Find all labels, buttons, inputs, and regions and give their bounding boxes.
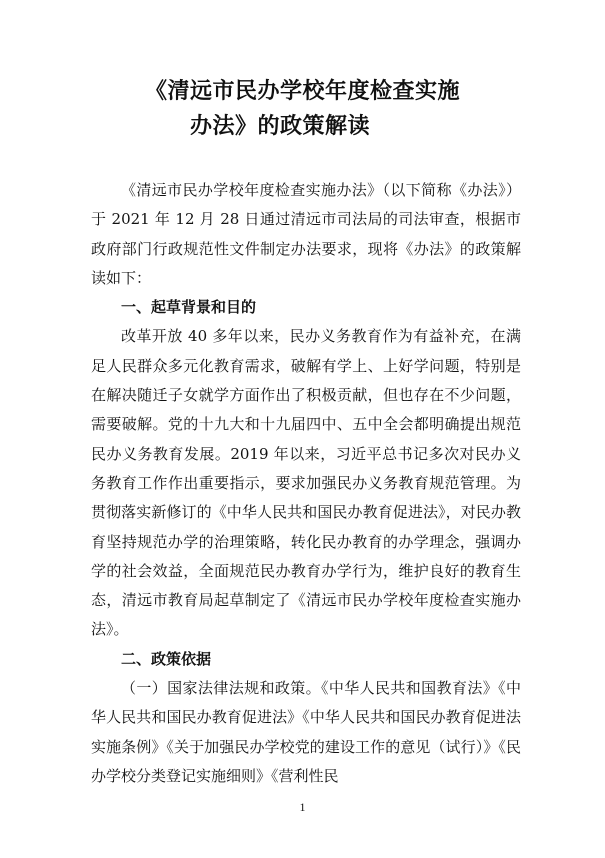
page-number: 1 <box>299 800 306 814</box>
section-heading-background: 一、起草背景和目的 <box>121 298 257 317</box>
document-title-line-2: 办法》的政策解读 <box>189 113 370 139</box>
background-paragraph: 改革开放 40 多年以来，民办义务教育作为有益补充，在满足人民群众多元化教育需求，破解有学上、上好学问题，特别是在解决随迁子女就学方面作出了积极贡献，但也存在不少问题，需要破解。党的十九大和十九届四中、五中全会都明确提出规范民办义务教育发展。2019 年以来，习近平总书记多次对民办义务教育工作作出重要指示，要求加强民办义务教育规范管理。为贯彻落实新修订的《中华人民共和国民办教育促进法》，对民办教育坚持规范办学的治理策略，转化民办教育的办学理念，强调办学的社会效益，全面规范民办教育办学行为，维护良好的教育生态，清远市教育局起草制定了《清远市民办学校年度检查实施办法》。 <box>91 327 521 639</box>
intro-paragraph: 《清远市民办学校年度检查实施办法》（以下简称《办法》）于 2021 年 12 月 28 日通过清远市司法局的司法审查，根据市政府部门行政规范性文件制定办法要求，现将《办法》的政策解读如下： <box>91 181 521 287</box>
document-title-line-1: 《清远市民办学校年度检查实施 <box>144 78 460 104</box>
document-body <box>91 176 521 791</box>
section-heading-policy-basis: 二、政策依据 <box>121 649 212 668</box>
policy-basis-paragraph: （一）国家法律法规和政策。《中华人民共和国教育法》《中华人民共和国民办教育促进法》《中华人民共和国民办教育促进法实施条例》《关于加强民办学校党的建设工作的意见（试行）》《民办学校分类登记实施细则》《营利性民 <box>91 679 521 785</box>
